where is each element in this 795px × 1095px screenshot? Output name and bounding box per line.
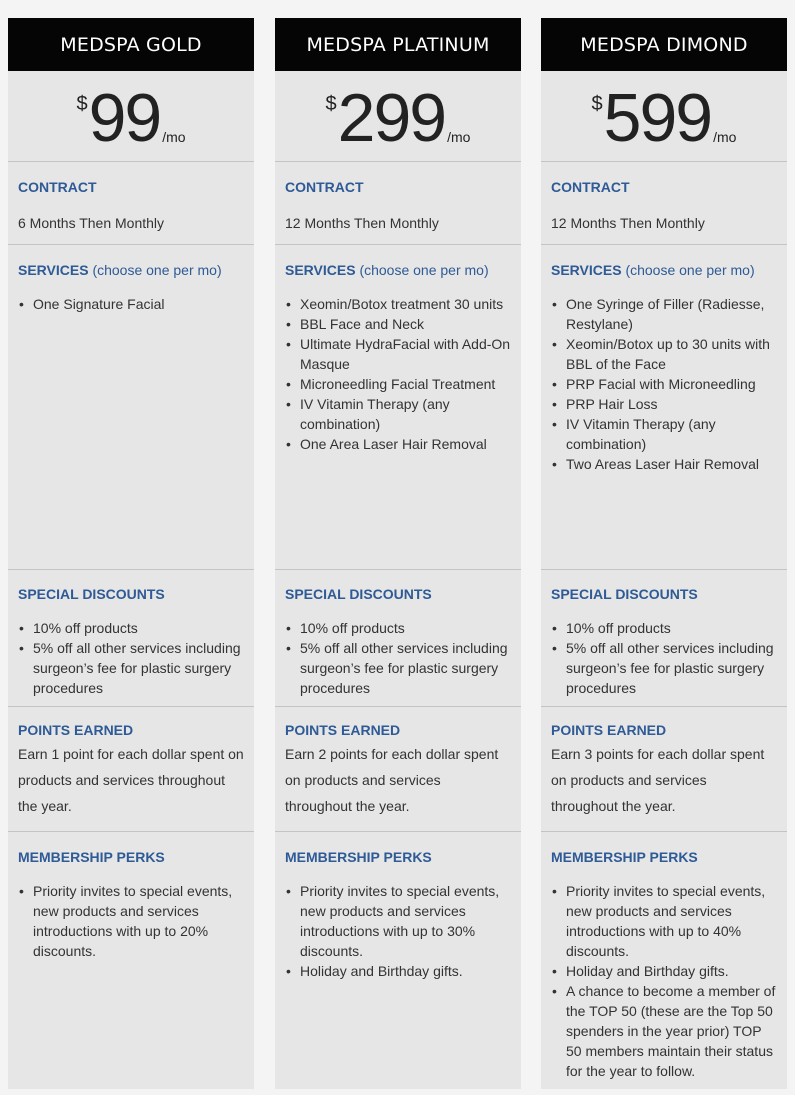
contract-section — [275, 162, 521, 245]
price-period: /mo — [162, 129, 186, 145]
perks-title: MEMBERSHIP PERKS — [285, 849, 432, 865]
points-section — [8, 707, 254, 832]
perks-title: MEMBERSHIP PERKS — [18, 849, 165, 865]
discounts-title: SPECIAL DISCOUNTS — [285, 586, 432, 602]
list-item: • PRP Facial with Microneedling — [551, 374, 777, 394]
plan-price — [275, 71, 521, 162]
perks-section — [275, 832, 521, 1090]
discounts-list — [18, 618, 244, 698]
list-item: • Xeomin/Botox up to 30 units with BBL of the Face — [551, 334, 777, 374]
price-period: /mo — [713, 129, 737, 145]
plan-price — [8, 71, 254, 162]
points-section — [275, 707, 521, 832]
services-section — [8, 245, 254, 570]
contract-title: CONTRACT — [285, 179, 364, 195]
perks-list — [285, 881, 511, 981]
points-title: POINTS EARNED — [551, 722, 667, 738]
perks-title: MEMBERSHIP PERKS — [551, 849, 698, 865]
contract-title: CONTRACT — [551, 179, 630, 195]
services-title-text: SERVICES — [18, 262, 89, 278]
points-text: Earn 3 points for each dollar spent on products and services throughout the year. — [551, 746, 765, 814]
services-section — [541, 245, 787, 570]
services-list — [551, 294, 777, 474]
list-item: • One Area Laser Hair Removal — [285, 434, 511, 454]
points-section — [541, 707, 787, 832]
list-item: • One Syringe of Filler (Radiesse, Restylane) — [551, 294, 777, 334]
contract-text: 12 Months Then Monthly — [551, 215, 705, 231]
plan-name: MEDSPA GOLD — [8, 18, 254, 71]
services-note: (choose one per mo) — [92, 262, 222, 278]
list-item: • Ultimate HydraFacial with Add-On Masque — [285, 334, 511, 374]
list-item: • 5% off all other services including surgeon’s fee for plastic surgery procedures — [18, 638, 244, 698]
price-currency: $ — [325, 93, 337, 115]
contract-title: CONTRACT — [18, 179, 97, 195]
list-item: • PRP Hair Loss — [551, 394, 777, 414]
discounts-section — [541, 570, 787, 707]
points-title: POINTS EARNED — [285, 722, 401, 738]
price-amount: 599 — [603, 80, 712, 156]
plan-name: MEDSPA DIMOND — [541, 18, 787, 71]
plan-name: MEDSPA PLATINUM — [275, 18, 521, 71]
plan-card-platinum — [275, 18, 521, 1089]
price-currency: $ — [591, 93, 603, 115]
list-item: • IV Vitamin Therapy (any combination) — [551, 414, 777, 454]
discounts-section — [8, 570, 254, 707]
services-title — [285, 262, 511, 279]
services-note: (choose one per mo) — [625, 262, 755, 278]
list-item: • 5% off all other services including surgeon’s fee for plastic surgery procedures — [285, 638, 511, 698]
list-item: • Priority invites to special events, new products and services introductions with up to 30% discounts. — [285, 881, 511, 961]
list-item: • Two Areas Laser Hair Removal — [551, 454, 777, 474]
perks-list — [551, 881, 777, 1081]
discounts-title: SPECIAL DISCOUNTS — [551, 586, 698, 602]
discounts-list — [285, 618, 511, 698]
list-item: • 5% off all other services including surgeon’s fee for plastic surgery procedures — [551, 638, 777, 698]
list-item: • Holiday and Birthday gifts. — [285, 961, 511, 981]
list-item: • IV Vitamin Therapy (any combination) — [285, 394, 511, 434]
services-title — [18, 262, 244, 279]
discounts-section — [275, 570, 521, 707]
services-title-text: SERVICES — [551, 262, 622, 278]
price-currency: $ — [76, 93, 88, 115]
list-item: • Holiday and Birthday gifts. — [551, 961, 777, 981]
services-title-text: SERVICES — [285, 262, 356, 278]
contract-section — [8, 162, 254, 245]
perks-list — [18, 881, 244, 961]
contract-section — [541, 162, 787, 245]
price-period: /mo — [447, 129, 471, 145]
list-item: • BBL Face and Neck — [285, 314, 511, 334]
list-item: • 10% off products — [18, 618, 244, 638]
list-item: • One Signature Facial — [18, 294, 244, 314]
list-item: • A chance to become a member of the TOP 50 (these are the Top 50 spenders in the year prior) TOP 50 members maintain their status for the year to follow. — [551, 981, 777, 1081]
plan-price — [541, 71, 787, 162]
list-item: • Xeomin/Botox treatment 30 units — [285, 294, 511, 314]
plan-card-dimond — [541, 18, 787, 1089]
discounts-list — [551, 618, 777, 698]
points-text: Earn 2 points for each dollar spent on products and services throughout the year. — [285, 746, 499, 814]
perks-section — [541, 832, 787, 1090]
contract-text: 6 Months Then Monthly — [18, 215, 165, 231]
services-note: (choose one per mo) — [359, 262, 489, 278]
points-text: Earn 1 point for each dollar spent on products and services throughout the year. — [18, 746, 244, 814]
plan-card-gold — [8, 18, 254, 1089]
list-item: • 10% off products — [285, 618, 511, 638]
services-list — [18, 294, 244, 314]
list-item: • Microneedling Facial Treatment — [285, 374, 511, 394]
list-item: • Priority invites to special events, new products and services introductions with up to 40% discounts. — [551, 881, 777, 961]
services-list — [285, 294, 511, 454]
price-amount: 299 — [337, 80, 446, 156]
list-item: • 10% off products — [551, 618, 777, 638]
points-title: POINTS EARNED — [18, 722, 134, 738]
discounts-title: SPECIAL DISCOUNTS — [18, 586, 165, 602]
price-amount: 99 — [88, 80, 161, 156]
list-item: • Priority invites to special events, new products and services introductions with up to 20% discounts. — [18, 881, 244, 961]
services-title — [551, 262, 777, 279]
services-section — [275, 245, 521, 570]
perks-section — [8, 832, 254, 1090]
contract-text: 12 Months Then Monthly — [285, 215, 439, 231]
